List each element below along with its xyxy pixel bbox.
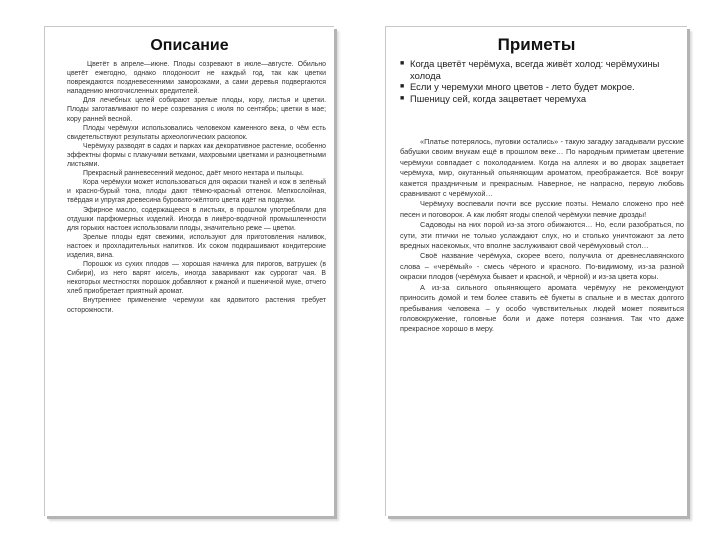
omens-paragraph: Своё название черёмуха, скорее всего, получила от древнеславянского слова – «черёмый» - смесь чёрного и красного. По-видимому, из-за разной окраски плодов (черёмуха бывает и красной, и чёрной) и из-за цвета коры. [400, 251, 684, 282]
description-paragraph: Для лечебных целей собирают зрелые плоды, кору, листья и цветки. Плоды заготавливают по мере созревания с июля по сентябрь; цветки в мае; кору ранней весной. [67, 97, 326, 123]
description-paragraph: Порошок из сухих плодов — хорошая начинка для пирогов, ватрушек (в Сибири), из него варят кисель, иногда заваривают как суррогат чая. В некоторых местностях порошок добавляют к ржаной и пшеничной муке, отчего хлеб приобретает приятный аромат. [67, 261, 326, 296]
description-paragraph: Цветёт в апреле—июне. Плоды созревают в июле—августе. Обильно цветёт ежегодно, однако плодоносит не каждый год, так как цветки повреждаются поздневесенними заморозками, а сами деревья подвергаются нападению многочисленных вредителей. [67, 61, 326, 96]
omens-title: Приметы [497, 35, 576, 54]
square-bullet-icon: ■ [400, 60, 405, 67]
square-bullet-icon: ■ [400, 83, 405, 91]
omens-list [400, 58, 684, 105]
omens-text [400, 137, 684, 335]
omen-item [400, 58, 684, 81]
omens-paragraph: «Платье потерялось, пуговки остались» - такую загадку загадывали русские бабушки своим внукам ещё в прошлом веке… По народным приметам цветение черёмухи совпадает с похолоданием. Когда на аллеях и во дворах зацветает черёмуха, мир, окутанный опьяняющим ароматом, преображается. Всё вокруг кажется праздничным и прекрасным. Наверное, не напрасно, первую любовь сравнивают с черёмухой… [400, 137, 684, 199]
omens-page [385, 26, 687, 516]
description-paragraph: Зрелые плоды едят свежими, используют для приготовления наливок, настоек и прохладительных напитков. Их соком подкрашивают кондитерские изделия, вина. [67, 233, 326, 259]
description-paragraph: Кора черёмухи может использоваться для окраски тканей и кож в зелёный и красно-бурый тона, плоды дают тёмно-красный оттенок. Мелкослойная, твёрдая и упругая древесина буровато-жёлтого цвета идёт на поделки. [67, 179, 326, 205]
description-paragraph: Эфирное масло, содержащееся в листьях, в прошлом употребляли для отдушки парфюмерных изделий. Иногда в ликёро-водочной промышленности для горьких настоек использовали плоды, значительно реже — цветки. [67, 206, 326, 232]
omens-paragraph: Черёмуху воспевали почти все русские поэты. Немало сложено про неё песен и поговорок. А как любят ягоды спелой черёмухи певчие дрозды! [400, 199, 684, 219]
description-title: Описание [150, 37, 229, 54]
omen-text: Когда цветёт черёмуха, всегда живёт холод: черёмухины холода [410, 58, 660, 81]
omen-item [400, 81, 684, 93]
omen-text: Пшеницу сей, когда зацветает черемуха [410, 93, 587, 105]
omen-text: Если у черемухи много цветов - лето будет мокрое. [410, 81, 635, 93]
omens-paragraph: А из-за сильного опьяняющего аромата черёмуху не рекомендуют приносить домой и тем более ставить её букеты в спальне и в местах долгого пребывания человека – у особо чувствительных людей может появиться головокружение, головные боли и даже потеря сознания. Так что даже прекрасное хорошо в меру. [400, 282, 684, 334]
description-text [67, 60, 326, 315]
description-paragraph: Плоды черёмухи использовались человеком каменного века, о чём есть свидетельствуют результаты археологических раскопок. [67, 124, 326, 141]
square-bullet-icon: ■ [400, 95, 405, 103]
description-paragraph: Прекрасный ранневесенний медонос, даёт много нектара и пыльцы. [83, 170, 304, 178]
description-paragraph: Черёмуху разводят в садах и парках как декоративное растение, особенно эффектны формы с плакучими ветками, махровыми цветками и разноцветными листьями. [67, 142, 326, 169]
description-paragraph: Внутреннее применение черемухи как ядовитого растения требует осторожности. [67, 297, 326, 314]
description-page [44, 26, 334, 516]
omen-item [400, 93, 684, 105]
omens-paragraph: Садоводы на них порой из-за этого обижаются… Но, если разобраться, по сути, эти птички не только услаждают слух, но и столько уничтожают за лето вредных насекомых, что вполне заслуживают свой черёмуховый стол… [400, 220, 684, 251]
